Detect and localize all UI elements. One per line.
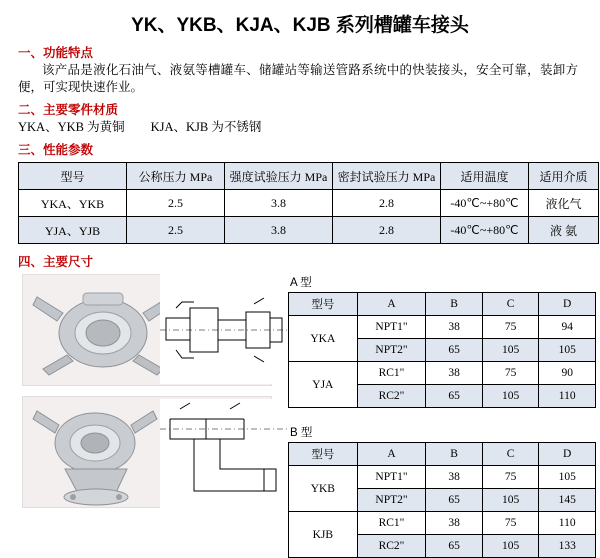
- dim-col-b: B: [426, 443, 483, 466]
- section-text-materials: [18, 119, 578, 136]
- perf-cell-model: YKA、YKB: [19, 190, 127, 217]
- dim-col-a: A: [357, 443, 426, 466]
- perf-col-model: 型号: [19, 163, 127, 190]
- perf-cell-medium: 液化气: [529, 190, 599, 217]
- dimension-tables-column: [288, 274, 598, 558]
- perf-cell-model: YJA、YJB: [19, 217, 127, 244]
- dimension-table-a-label: A 型: [290, 277, 312, 289]
- section-heading-features: 一、功能特点: [18, 46, 94, 60]
- dim-cell-d: 110: [539, 512, 596, 535]
- perf-cell-seal: 2.8: [333, 217, 441, 244]
- dimension-table-block-b: [288, 424, 598, 558]
- dim-cell-b: 65: [426, 339, 483, 362]
- performance-table: [18, 162, 599, 244]
- drawing-column: [160, 274, 290, 514]
- dim-cell-c: 105: [482, 535, 539, 558]
- material-text-a: YKA、YKB 为黄铜: [18, 120, 125, 134]
- dim-cell-a: NPT1": [357, 466, 426, 489]
- perf-col-nominal-pressure: 公称压力 MPa: [127, 163, 225, 190]
- dim-cell-a: NPT2": [357, 489, 426, 512]
- dim-cell-b: 65: [426, 385, 483, 408]
- section-text-features: 该产品是液化石油气、液氨等槽罐车、储罐站等输送管路系统中的快装接头，安全可靠，装卸方便，可实现快速作业。: [18, 63, 578, 94]
- dim-cell-b: 38: [426, 512, 483, 535]
- dim-cell-a: NPT2": [357, 339, 426, 362]
- dim-col-a: A: [357, 293, 426, 316]
- section-heading-dimensions: 四、主要尺寸: [18, 255, 94, 269]
- dim-col-model: 型号: [289, 443, 358, 466]
- table-row: [289, 512, 596, 535]
- dim-cell-d: 94: [539, 316, 596, 339]
- dim-cell-d: 110: [539, 385, 596, 408]
- dim-cell-c: 75: [482, 362, 539, 385]
- dim-cell-b: 38: [426, 466, 483, 489]
- dim-cell-b: 38: [426, 316, 483, 339]
- dim-col-d: D: [539, 293, 596, 316]
- dim-cell-a: RC2": [357, 535, 426, 558]
- perf-cell-nominal: 2.5: [127, 217, 225, 244]
- dim-cell-d: 105: [539, 339, 596, 362]
- dim-col-b: B: [426, 293, 483, 316]
- dimension-table-a-head: [289, 293, 596, 316]
- section-heading-performance: 三、性能参数: [18, 143, 94, 157]
- performance-table-body: [19, 190, 599, 244]
- dimension-table-b-body: [289, 466, 596, 558]
- dim-cell-c: 105: [482, 339, 539, 362]
- drawing-b-type: [160, 399, 288, 509]
- performance-table-head: [19, 163, 599, 190]
- dim-cell-c: 75: [482, 512, 539, 535]
- dim-cell-a: NPT1": [357, 316, 426, 339]
- table-row: [19, 217, 599, 244]
- table-row: [19, 190, 599, 217]
- dimension-table-a: [288, 292, 596, 408]
- dim-cell-a: RC1": [357, 362, 426, 385]
- dim-cell-d: 145: [539, 489, 596, 512]
- perf-cell-medium: 液 氨: [529, 217, 599, 244]
- drawing-a-type: [160, 274, 288, 384]
- dim-cell-d: 105: [539, 466, 596, 489]
- dim-col-d: D: [539, 443, 596, 466]
- table-header-row: [289, 443, 596, 466]
- dim-cell-d: 90: [539, 362, 596, 385]
- dim-cell-model: YJA: [289, 362, 358, 408]
- table-row: [289, 362, 596, 385]
- dim-cell-c: 105: [482, 489, 539, 512]
- dim-cell-a: RC2": [357, 385, 426, 408]
- perf-col-seal-pressure: 密封试验压力 MPa: [333, 163, 441, 190]
- dim-cell-d: 133: [539, 535, 596, 558]
- dimension-table-b-label: B 型: [290, 427, 313, 439]
- table-header-row: [19, 163, 599, 190]
- dim-col-model: 型号: [289, 293, 358, 316]
- table-header-row: [289, 293, 596, 316]
- dim-cell-c: 75: [482, 316, 539, 339]
- perf-col-strength-pressure: 强度试验压力 MPa: [225, 163, 333, 190]
- dimension-table-b-head: [289, 443, 596, 466]
- material-text-b: KJA、KJB 为不锈钢: [150, 120, 262, 134]
- perf-cell-seal: 2.8: [333, 190, 441, 217]
- page-title: YK、YKB、KJA、KJB 系列槽罐车接头: [131, 15, 469, 36]
- dim-cell-model: KJB: [289, 512, 358, 558]
- dim-col-c: C: [482, 293, 539, 316]
- dim-cell-model: YKA: [289, 316, 358, 362]
- dim-cell-b: 65: [426, 535, 483, 558]
- dim-cell-b: 65: [426, 489, 483, 512]
- dim-cell-model: YKB: [289, 466, 358, 512]
- dimension-table-b: [288, 442, 596, 558]
- section-heading-materials: 二、主要零件材质: [18, 103, 119, 117]
- dim-col-c: C: [482, 443, 539, 466]
- dim-cell-a: RC1": [357, 512, 426, 535]
- perf-cell-nominal: 2.5: [127, 190, 225, 217]
- dimension-table-block-a: [288, 274, 598, 408]
- perf-col-medium: 适用介质: [529, 163, 599, 190]
- table-row: [289, 466, 596, 489]
- perf-cell-temperature: -40℃~+80℃: [441, 190, 529, 217]
- perf-cell-strength: 3.8: [225, 190, 333, 217]
- dim-cell-c: 75: [482, 466, 539, 489]
- table-row: [289, 316, 596, 339]
- dim-cell-b: 38: [426, 362, 483, 385]
- dim-cell-c: 105: [482, 385, 539, 408]
- dimension-table-a-body: [289, 316, 596, 408]
- perf-col-temperature: 适用温度: [441, 163, 529, 190]
- perf-cell-temperature: -40℃~+80℃: [441, 217, 529, 244]
- perf-cell-strength: 3.8: [225, 217, 333, 244]
